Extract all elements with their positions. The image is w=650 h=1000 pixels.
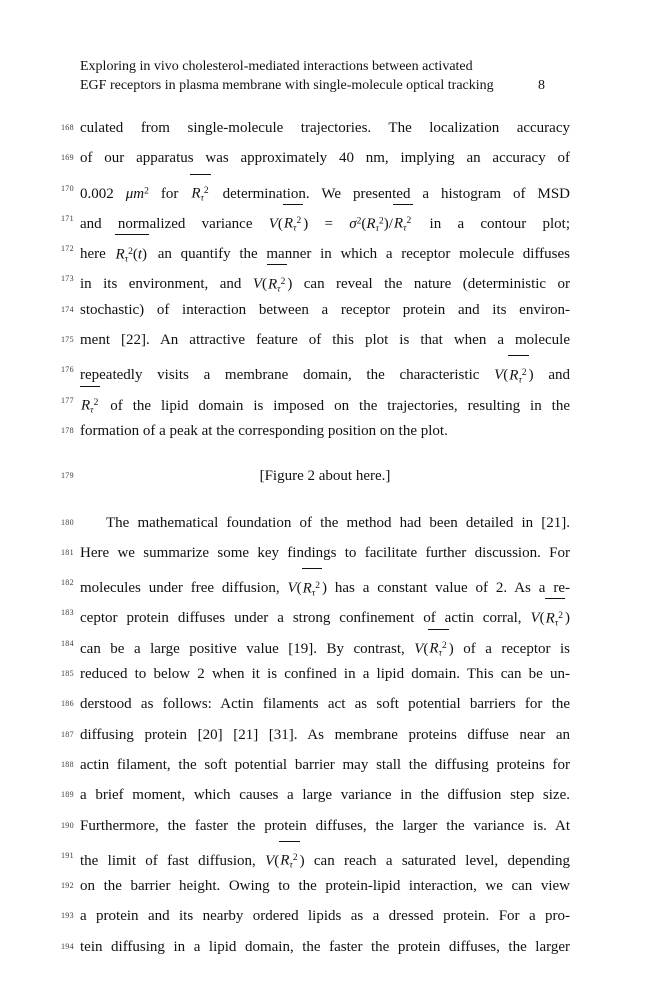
line-content: the limit of fast diffusion, $V(R_\tau^2$ ) can reach a saturated level, depending [80, 841, 570, 881]
inline-math [80, 398, 100, 414]
line-number: 181 [61, 547, 74, 557]
line-number: 168 [61, 123, 74, 132]
text-line [61, 538, 570, 568]
line-number: 169 [61, 153, 74, 163]
line-content: can be a large positive value [19]. By contrast, $V(R_\tau^2$ ) of a receptor is [80, 629, 570, 669]
text-line [61, 234, 570, 265]
text-line [61, 629, 570, 659]
inline-math: $V(R_\tau^2$ ) [531, 610, 571, 626]
text-line [61, 508, 570, 538]
text-line [61, 325, 570, 355]
line-content: a brief moment, which causes a large variance in the diffusion step size. [80, 787, 570, 804]
line-content: derstood as follows: Actin filaments act as soft potential barriers for the [80, 696, 570, 713]
overline-math: $R_\tau^2$ [428, 629, 448, 669]
line-number: 191 [61, 850, 74, 860]
overline-math: $R_\tau^2$ [283, 204, 303, 244]
line-number: 180 [61, 517, 74, 527]
text-line [61, 750, 570, 780]
line-number: 189 [61, 790, 74, 800]
text-line [61, 461, 570, 491]
line-content: ceptor protein diffuses under a strong confinement of actin corral, $V(R_\tau^2$ ) [80, 598, 570, 638]
line-number: 171 [61, 213, 74, 223]
inline-math: $\sigma^2(R_\tau^2)/R_\tau^2$ [349, 216, 413, 232]
line-content: of our apparatus was approximately 40 nm, implying an accuracy of [80, 150, 570, 167]
overline-math: $R_\tau^2$ [190, 174, 210, 214]
page-number: 8 [538, 78, 545, 93]
overline-math: $R_\tau^2$ [302, 568, 322, 608]
inline-math: $V(R_\tau^2$ ) [265, 853, 305, 869]
text-line [61, 204, 570, 234]
inline-math [115, 246, 150, 265]
line-content: [Figure 2 about here.] [259, 468, 391, 485]
inline-math: $V(R_\tau^2$ ) [269, 216, 309, 232]
line-content: Here we summarize some key findings to facilitate further discussion. For [80, 544, 570, 561]
text-line [61, 659, 570, 689]
line-content: $R_\tau^2$ of the lipid domain is imposed on the trajectories, resulting in the [80, 386, 570, 426]
line-content: on the barrier height. Owing to the protein-lipid interaction, we can view [80, 878, 570, 895]
text-line [61, 598, 570, 629]
line-content: stochastic) of interaction between a receptor protein and its environ- [80, 301, 570, 318]
running-title-line1: Exploring in vivo cholesterol-mediated interactions between activated [80, 59, 473, 74]
running-title-line2: EGF receptors in plasma membrane with single-molecule optical tracking [80, 78, 494, 93]
line-number: 170 [61, 183, 74, 193]
line-number: 176 [61, 365, 74, 375]
inline-math: $V(R_\tau^2$ ) [287, 580, 327, 596]
line-number: 194 [61, 941, 74, 951]
text-line [61, 568, 570, 599]
overline-math: $R_\tau^2$ [508, 355, 528, 395]
line-content: and normalized variance $V(R_\tau^2$ ) = $\sigma^2(R_\tau^2)/R_\tau^2$ in a contour plot; [80, 204, 570, 244]
text-line [61, 386, 570, 416]
line-number: 183 [61, 608, 74, 618]
line-content: The mathematical foundation of the method had been detailed in [21]. [106, 514, 570, 531]
line-content: repeatedly visits a membrane domain, the characteristic $V(R_\tau^2$ ) and [80, 355, 570, 395]
text-line [61, 295, 570, 325]
inline-math: $V(R_\tau^2$ ) [253, 276, 293, 292]
line-number: 192 [61, 881, 74, 891]
inline-math: $V(R_\tau^2$ ) [494, 367, 534, 383]
text-line [61, 264, 570, 295]
text-line [61, 689, 570, 719]
running-title [80, 57, 552, 95]
text-line [61, 174, 571, 204]
inline-math [190, 186, 210, 202]
line-number: 174 [61, 304, 74, 314]
line-content: molecules under free diffusion, $V(R_\tau^2$ ) has a constant value of 2. As a re- [80, 568, 570, 608]
line-content: tein diffusing in a lipid domain, the faster the protein diffuses, the larger [80, 938, 570, 955]
text-line [61, 932, 570, 962]
overline-math: $R_\tau^2$ [267, 264, 287, 304]
line-number: 175 [61, 335, 74, 345]
line-content: actin filament, the soft potential barrier may stall the diffusing proteins for [80, 756, 570, 773]
text-line [61, 416, 570, 446]
line-content: diffusing protein [20] [21] [31]. As membrane proteins diffuse near an [80, 726, 570, 743]
text-line [61, 841, 570, 871]
line-number: 193 [61, 911, 74, 921]
overline-math: $R_\tau^2$ [545, 598, 565, 638]
line-number: 178 [61, 425, 74, 435]
line-number: 182 [61, 578, 74, 588]
line-content: here $R_\tau^2(t)$ an quantify the manner in which a receptor molecule diffuses [80, 234, 570, 274]
overline-math: $R_\tau^2$ [279, 841, 299, 881]
text-line [61, 871, 570, 901]
text-line [61, 720, 570, 750]
line-content: formation of a peak at the corresponding position on the plot. [80, 422, 448, 439]
text-line [61, 901, 570, 931]
inline-math: $V(R_\tau^2$ ) [414, 641, 454, 657]
line-number: 186 [61, 699, 74, 709]
overline-math: $R_\tau^2(t)$ [115, 234, 150, 274]
text-lines [61, 113, 571, 962]
line-number: 184 [61, 638, 74, 648]
line-content: Furthermore, the faster the protein diffuses, the larger the variance is. At [80, 817, 570, 834]
text-line [61, 143, 570, 173]
line-number: 187 [61, 729, 74, 739]
text-line [61, 113, 570, 143]
line-content: a protein and its nearby ordered lipids as a dressed protein. For a pro- [80, 908, 570, 925]
text-line [61, 811, 570, 841]
inline-math: $\mu m^2$ [125, 185, 149, 202]
line-number: 177 [61, 395, 74, 405]
line-number: 188 [61, 759, 74, 769]
text-line [61, 780, 570, 810]
line-content: ment [22]. An attractive feature of this plot is that when a molecule [80, 332, 570, 349]
overline-math: $R_\tau^2$ [80, 386, 100, 426]
overline-math: $R_\tau^2$ [393, 204, 413, 244]
line-number: 179 [61, 471, 74, 481]
line-number: 185 [61, 669, 74, 679]
line-number: 172 [61, 244, 74, 254]
line-number: 190 [61, 820, 74, 830]
line-content: 0.002 $\mu m^2$ for $R_\tau^2$ determination. We presented a histogram of MSD [80, 174, 570, 214]
line-content: culated from single-molecule trajectories. The localization accuracy [80, 120, 570, 136]
line-content: reduced to below 2 when it is confined in a lipid domain. This can be un- [80, 666, 570, 683]
text-line [61, 355, 570, 386]
line-content: in its environment, and $V(R_\tau^2$ ) can reveal the nature (deterministic or [80, 264, 570, 304]
line-number: 173 [61, 274, 74, 284]
